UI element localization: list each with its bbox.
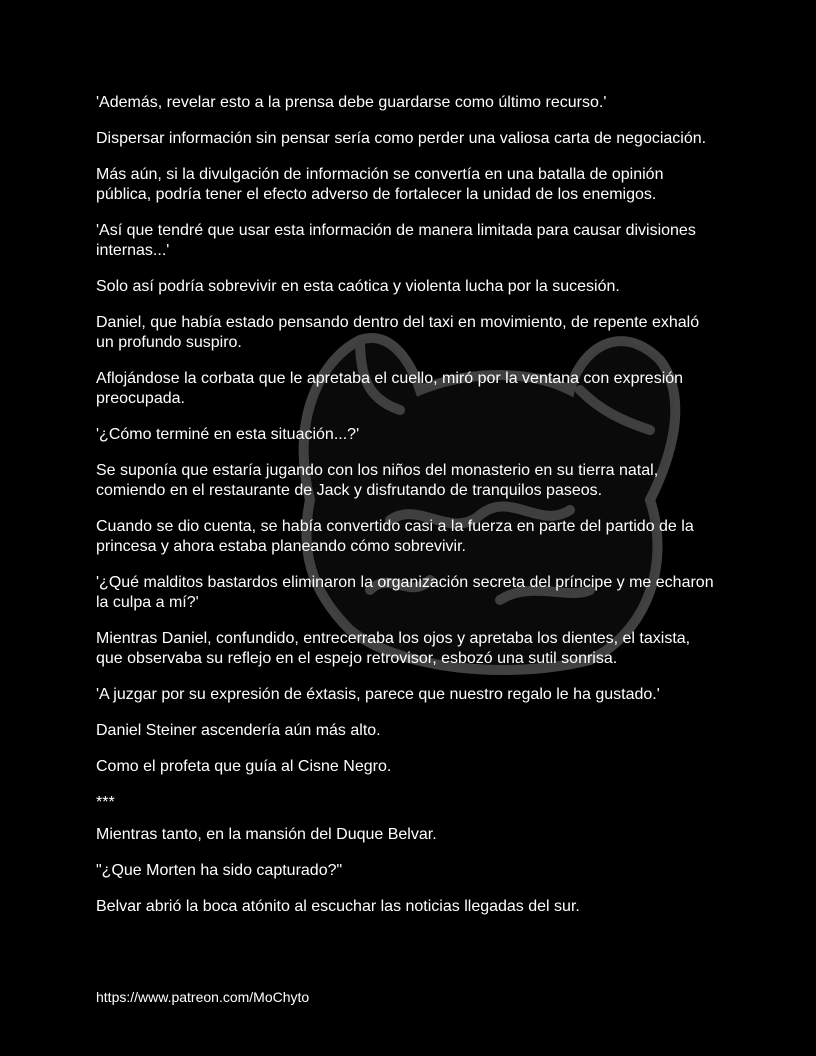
paragraph: Cuando se dio cuenta, se había convertido casi a la fuerza en parte del partido de la princesa y ahora estaba planeando cómo sobrevivir. bbox=[96, 518, 694, 555]
paragraph: "¿Que Morten ha sido capturado?" bbox=[96, 862, 343, 879]
document-body bbox=[96, 93, 720, 933]
paragraph: Aflojándose la corbata que le apretaba el cuello, miró por la ventana con expresión preocupada. bbox=[96, 370, 684, 407]
paragraph: Daniel, que había estado pensando dentro del taxi en movimiento, de repente exhaló un profundo suspiro. bbox=[96, 314, 700, 351]
paragraph: 'A juzgar por su expresión de éxtasis, parece que nuestro regalo le ha gustado.' bbox=[96, 686, 660, 703]
paragraph: '¿Cómo terminé en esta situación...?' bbox=[96, 426, 360, 443]
paragraph: Mientras Daniel, confundido, entrecerraba los ojos y apretaba los dientes, el taxista, que observaba su reflejo en el espejo retrovisor, esbozó una sutil sonrisa. bbox=[96, 630, 691, 667]
footer-link[interactable]: https://www.patreon.com/MoChyto bbox=[96, 989, 310, 1005]
paragraph: Daniel Steiner ascendería aún más alto. bbox=[96, 722, 381, 739]
paragraph: 'Además, revelar esto a la prensa debe guardarse como último recurso.' bbox=[96, 94, 607, 111]
paragraph: Solo así podría sobrevivir en esta caótica y violenta lucha por la sucesión. bbox=[96, 278, 620, 295]
scene-break: *** bbox=[96, 794, 115, 811]
paragraph: Dispersar información sin pensar sería como perder una valiosa carta de negociación. bbox=[96, 130, 707, 147]
paragraph: Belvar abrió la boca atónito al escuchar las noticias llegadas del sur. bbox=[96, 898, 580, 915]
paragraph: Se suponía que estaría jugando con los niños del monasterio en su tierra natal, comiendo en el restaurante de Jack y disfrutando de tranquilos paseos. bbox=[96, 462, 659, 499]
paragraph: Más aún, si la divulgación de información se convertía en una batalla de opinión pública, podría tener el efecto adverso de fortalecer la unidad de los enemigos. bbox=[96, 166, 664, 203]
paragraph: Como el profeta que guía al Cisne Negro. bbox=[96, 758, 392, 775]
paragraph: Mientras tanto, en la mansión del Duque Belvar. bbox=[96, 826, 437, 843]
paragraph: '¿Qué malditos bastardos eliminaron la organización secreta del príncipe y me echaron la culpa a mí?' bbox=[96, 574, 714, 611]
paragraph: 'Así que tendré que usar esta información de manera limitada para causar divisiones internas...' bbox=[96, 222, 696, 259]
